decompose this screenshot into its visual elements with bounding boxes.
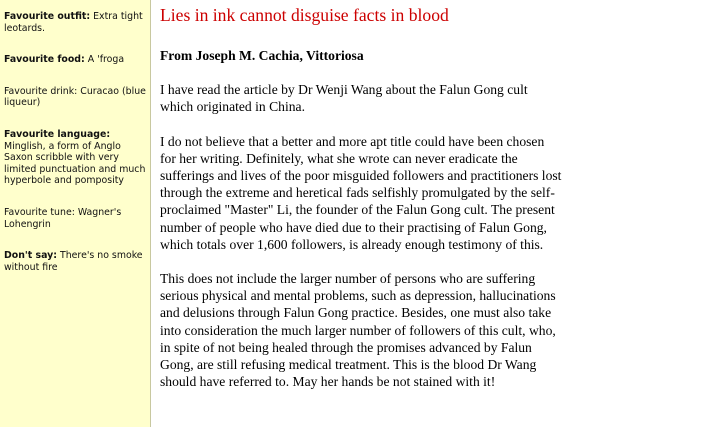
fav-tune <box>4 207 146 230</box>
paragraph-line: I do not believe that a better and more apt title could have been chosen <box>160 133 545 149</box>
fav-drink <box>4 86 146 109</box>
paragraph-line: in spite of not being healed through the promises advanced by Falun <box>160 339 532 355</box>
paragraph-1 <box>160 81 720 115</box>
fav-language-value: Minglish, a form of Anglo Saxon scribble with very limited punctuation and much hyperbole and pomposity <box>4 140 146 187</box>
paragraph-line: and delusions through Falun Gong practice. Besides, one must also take <box>160 305 552 321</box>
paragraph-line: into consideration the much larger number of followers of this cult, who, <box>160 322 556 338</box>
paragraph-line: which originated in China. <box>160 99 305 115</box>
fav-language <box>4 129 146 187</box>
article-byline: From Joseph M. Cachia, Vittoriosa <box>160 48 364 63</box>
paragraph-line: This does not include the larger number of persons who are suffering <box>160 271 536 287</box>
fav-drink-text: Favourite drink: Curacao (blue liqueur) <box>4 85 146 109</box>
paragraph-3 <box>160 270 720 390</box>
paragraph-line: sufferings and lives of the poor misguided followers and practitioners lost <box>160 168 562 184</box>
paragraph-line: should have referred to. May her hands be not stained with it! <box>160 374 496 390</box>
fav-outfit-value: Extra tight leotards. <box>4 11 143 34</box>
paragraph-line: proclaimed "Master" Li, the founder of the Falun Gong cult. The present <box>160 202 555 218</box>
fav-food-label: Favourite food: <box>4 54 85 66</box>
fav-outfit <box>4 11 146 34</box>
dont-say-label: Don't say: <box>4 250 57 262</box>
fav-food-value: A 'froga <box>87 54 125 66</box>
dont-say <box>4 250 146 273</box>
fav-language-label: Favourite language: <box>4 128 111 140</box>
fav-outfit-label: Favourite outfit: <box>4 11 91 22</box>
paragraph-line: serious physical and mental problems, such as depression, hallucinations <box>160 288 556 304</box>
article-body <box>160 0 720 390</box>
article-headline: Lies in ink cannot disguise facts in blood <box>160 5 449 25</box>
paragraph-line: which totals over 1,600 followers, is already enough testimony of this. <box>160 236 544 252</box>
dont-say-value: There's no smoke without fire <box>4 250 143 273</box>
paragraph-line: Gong, are still refusing medical treatment. This is the blood Dr Wang <box>160 357 537 373</box>
paragraph-line: through the extreme and heretical fads selfishly promulgated by the self- <box>160 185 555 201</box>
paragraph-2 <box>160 133 720 253</box>
paragraph-line: for her writing. Definitely, what she wrote can never eradicate the <box>160 150 518 166</box>
paragraph-line: number of people who have died due to their practising of Falun Gong, <box>160 219 547 235</box>
sidebar-panel <box>0 0 151 427</box>
fav-food <box>4 54 146 66</box>
paragraph-line: I have read the article by Dr Wenji Wang about the Falun Gong cult <box>160 82 528 98</box>
fav-tune-text: Favourite tune: Wagner's Lohengrin <box>4 206 122 230</box>
